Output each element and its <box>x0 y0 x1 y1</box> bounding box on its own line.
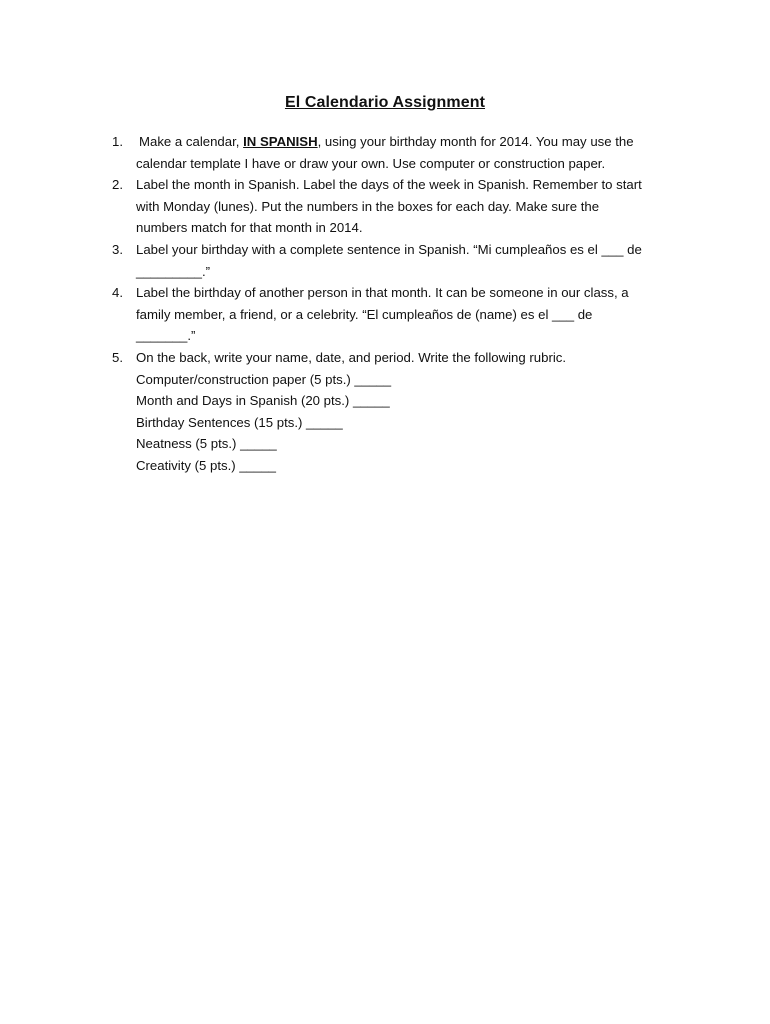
rubric-line: Creativity (5 pts.) _____ <box>136 457 276 473</box>
item-line: Label the birthday of another person in that month. It can be someone in our class, a <box>136 285 629 301</box>
list-item <box>112 282 682 347</box>
item-number: 2. <box>112 177 123 193</box>
item-line <box>136 131 682 153</box>
list-item <box>112 174 682 239</box>
item-number: 1. <box>112 134 123 149</box>
rubric-line: Neatness (5 pts.) _____ <box>136 436 277 452</box>
item-line: _________.” <box>136 263 211 279</box>
item-text: , using your birthday month for 2014. You may use the <box>317 134 634 149</box>
rubric-line: Month and Days in Spanish (20 pts.) _____ <box>136 393 390 409</box>
list-item <box>112 239 682 282</box>
document-title: El Calendario Assignment <box>284 94 486 111</box>
item-number: 3. <box>112 241 123 257</box>
instruction-list <box>112 131 682 477</box>
item-line: Label your birthday with a complete sentence in Spanish. “Mi cumpleaños es el ___ de <box>136 241 642 257</box>
list-item <box>112 347 682 477</box>
item-line: with Monday (lunes). Put the numbers in the boxes for each day. Make sure the <box>136 198 600 214</box>
item-text: Make a calendar, <box>139 134 244 149</box>
emphasis-text: IN SPANISH <box>243 134 318 149</box>
list-item <box>112 131 682 174</box>
rubric-line: Birthday Sentences (15 pts.) _____ <box>136 414 343 430</box>
rubric-line: Computer/construction paper (5 pts.) _____ <box>136 371 392 387</box>
item-line: _______.” <box>136 328 196 344</box>
item-line: numbers match for that month in 2014. <box>136 220 363 236</box>
item-line: Label the month in Spanish. Label the days of the week in Spanish. Remember to start <box>136 177 642 193</box>
item-number: 4. <box>112 285 123 301</box>
item-line: calendar template I have or draw your own. Use computer or construction paper. <box>136 155 606 171</box>
item-number: 5. <box>112 349 123 365</box>
item-line: On the back, write your name, date, and period. Write the following rubric. <box>136 349 567 365</box>
item-line: family member, a friend, or a celebrity. “El cumpleaños de (name) es el ___ de <box>136 306 593 322</box>
